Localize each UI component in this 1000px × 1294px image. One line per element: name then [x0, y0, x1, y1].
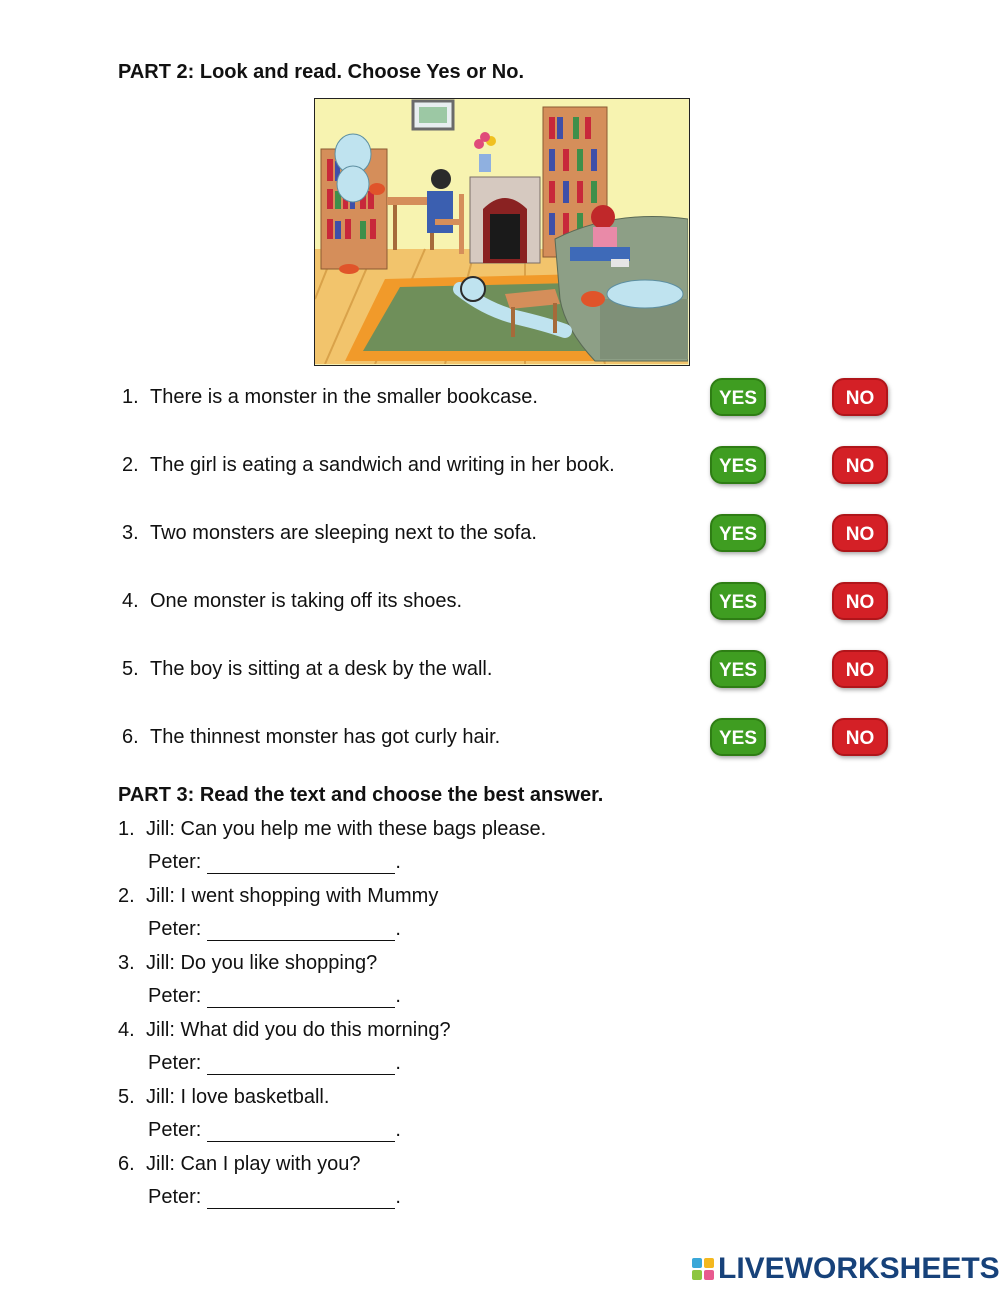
question-text: One monster is taking off its shoes. — [150, 590, 463, 612]
item-number: 5. — [118, 1086, 135, 1108]
part2-heading: PART 2: Look and read. Choose Yes or No. — [118, 61, 525, 83]
question-number: 5. — [122, 658, 139, 680]
logo-blocks-icon — [692, 1258, 714, 1280]
peter-line: Peter: . — [148, 918, 401, 940]
answer-blank[interactable] — [207, 1121, 395, 1142]
question-number: 6. — [122, 726, 139, 748]
item-number: 3. — [118, 952, 135, 974]
question-number: 3. — [122, 522, 139, 544]
item-number: 1. — [118, 818, 135, 840]
question-text: The boy is sitting at a desk by the wall. — [150, 658, 493, 680]
logo-text: LIVEWORKSHEETS — [718, 1252, 1000, 1285]
peter-label: Peter: — [148, 1119, 202, 1141]
jill-line: Jill: What did you do this morning? — [146, 1019, 451, 1041]
question-row — [120, 588, 900, 628]
yes-button[interactable]: YES — [710, 514, 766, 552]
jill-line: Jill: Do you like shopping? — [146, 952, 378, 974]
yes-button[interactable]: YES — [710, 718, 766, 756]
jill-line: Jill: I went shopping with Mummy — [146, 885, 439, 907]
question-row — [120, 452, 900, 492]
question-row — [120, 724, 900, 764]
peter-label: Peter: — [148, 1186, 202, 1208]
peter-label: Peter: — [148, 918, 202, 940]
no-button[interactable]: NO — [832, 514, 888, 552]
question-number: 4. — [122, 590, 139, 612]
question-row — [120, 520, 900, 560]
item-number: 2. — [118, 885, 135, 907]
jill-line: Jill: Can I play with you? — [146, 1153, 361, 1175]
question-number: 1. — [122, 386, 139, 408]
answer-blank[interactable] — [207, 853, 395, 874]
yes-button[interactable]: YES — [710, 582, 766, 620]
living-room-illustration — [314, 98, 690, 366]
answer-blank[interactable] — [207, 987, 395, 1008]
answer-blank[interactable] — [207, 1054, 395, 1075]
peter-label: Peter: — [148, 851, 202, 873]
no-button[interactable]: NO — [832, 650, 888, 688]
peter-label: Peter: — [148, 1052, 202, 1074]
peter-line: Peter: . — [148, 1186, 401, 1208]
question-row — [120, 656, 900, 696]
peter-line: Peter: . — [148, 1052, 401, 1074]
yes-button[interactable]: YES — [710, 378, 766, 416]
no-button[interactable]: NO — [832, 446, 888, 484]
question-text: There is a monster in the smaller bookcase. — [150, 386, 538, 408]
item-number: 4. — [118, 1019, 135, 1041]
yes-button[interactable]: YES — [710, 650, 766, 688]
jill-line: Jill: Can you help me with these bags please. — [146, 818, 547, 840]
answer-blank[interactable] — [207, 1188, 395, 1209]
peter-line: Peter: . — [148, 985, 401, 1007]
yes-button[interactable]: YES — [710, 446, 766, 484]
liveworksheets-logo — [692, 1254, 1000, 1284]
no-button[interactable]: NO — [832, 378, 888, 416]
peter-label: Peter: — [148, 985, 202, 1007]
answer-blank[interactable] — [207, 920, 395, 941]
item-number: 6. — [118, 1153, 135, 1175]
jill-line: Jill: I love basketball. — [146, 1086, 330, 1108]
no-button[interactable]: NO — [832, 718, 888, 756]
peter-line: Peter: . — [148, 1119, 401, 1141]
peter-line: Peter: . — [148, 851, 401, 873]
question-row — [120, 384, 900, 424]
part3-heading: PART 3: Read the text and choose the best answer. — [118, 784, 604, 806]
question-text: The girl is eating a sandwich and writing in her book. — [150, 454, 615, 476]
question-text: The thinnest monster has got curly hair. — [150, 726, 501, 748]
question-number: 2. — [122, 454, 139, 476]
question-text: Two monsters are sleeping next to the sofa. — [150, 522, 537, 544]
no-button[interactable]: NO — [832, 582, 888, 620]
